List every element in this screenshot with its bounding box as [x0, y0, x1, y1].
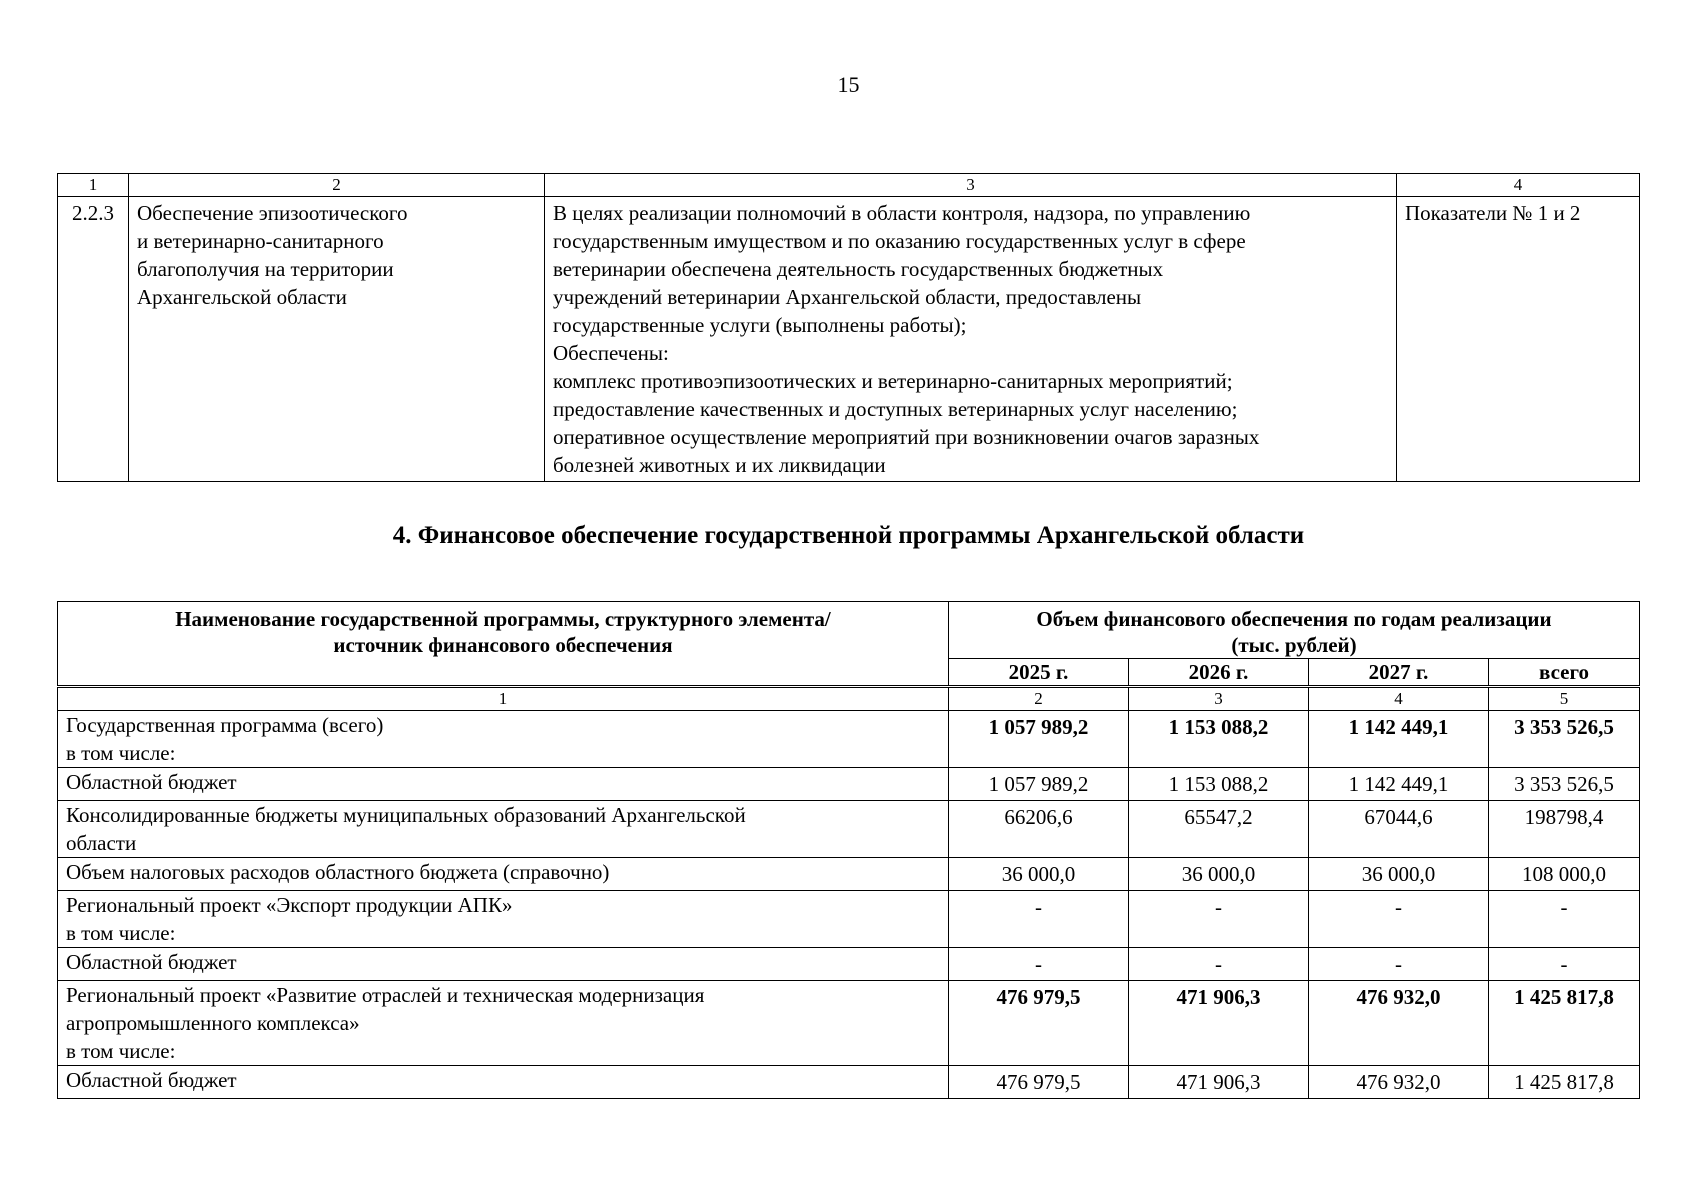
column-number: 5 [1489, 687, 1640, 711]
row-value: 1 057 989,2 [949, 711, 1129, 768]
row-name-line: в том числе: [66, 741, 176, 765]
row-value: 65547,2 [1129, 801, 1309, 858]
row-value: 1 057 989,2 [949, 768, 1129, 801]
row-value: 471 906,3 [1129, 981, 1309, 1066]
row-value: 476 979,5 [949, 1066, 1129, 1099]
row-value: - [1129, 891, 1309, 948]
activity-description [545, 197, 1397, 482]
row-name-line: Консолидированные бюджеты муниципальных образований Архангельской [66, 803, 746, 827]
row-value: 36 000,0 [949, 858, 1129, 891]
year-header: всего [1489, 659, 1640, 687]
finance-header-name-line: Наименование государственной программы, структурного элемента/ [175, 607, 831, 631]
year-header: 2026 г. [1129, 659, 1309, 687]
row-value: 476 932,0 [1309, 981, 1489, 1066]
description-line: Обеспечены: [553, 341, 669, 365]
row-value: 1 425 817,8 [1489, 1066, 1640, 1099]
row-value: 471 906,3 [1129, 1066, 1309, 1099]
activity-code: 2.2.3 [58, 197, 129, 482]
description-line: учреждений ветеринарии Архангельской области, предоставлены [553, 285, 1142, 309]
activities-header-row [58, 174, 1640, 197]
activities-header-cell: 3 [545, 174, 1397, 197]
row-value: 1 142 449,1 [1309, 768, 1489, 801]
table-row [58, 801, 1640, 858]
row-name-line: Объем налоговых расходов областного бюджета (справочно) [66, 860, 610, 884]
row-name [58, 711, 949, 768]
row-name [58, 801, 949, 858]
row-name [58, 1066, 949, 1099]
finance-header-volume [949, 602, 1640, 659]
row-value: - [1309, 891, 1489, 948]
activity-name-line: Обеспечение эпизоотического [137, 201, 408, 225]
row-value: 1 142 449,1 [1309, 711, 1489, 768]
column-numbers-row [58, 687, 1640, 711]
row-value: 67044,6 [1309, 801, 1489, 858]
row-name-line: Областной бюджет [66, 1068, 237, 1092]
row-value: 3 353 526,5 [1489, 768, 1640, 801]
activities-header-cell: 4 [1397, 174, 1640, 197]
description-line: государственным имуществом и по оказанию государственных услуг в сфере [553, 229, 1246, 253]
table-row [58, 948, 1640, 981]
row-name-line: области [66, 831, 137, 855]
activity-name-line: благополучия на территории [137, 257, 394, 281]
row-value: 1 153 088,2 [1129, 711, 1309, 768]
activities-table [57, 173, 1640, 482]
row-name-line: агропромышленного комплекса» [66, 1011, 360, 1035]
row-name [58, 981, 949, 1066]
column-number: 1 [58, 687, 949, 711]
row-name-line: в том числе: [66, 1039, 176, 1063]
description-line: ветеринарии обеспечена деятельность государственных бюджетных [553, 257, 1164, 281]
year-header: 2025 г. [949, 659, 1129, 687]
column-number: 2 [949, 687, 1129, 711]
description-line: государственные услуги (выполнены работы); [553, 313, 967, 337]
finance-body [58, 711, 1640, 1099]
finance-header-name [58, 602, 949, 687]
row-value: 36 000,0 [1129, 858, 1309, 891]
row-name-line: Региональный проект «Развитие отраслей и техническая модернизация [66, 983, 705, 1007]
finance-table [57, 601, 1640, 1099]
row-value: 476 932,0 [1309, 1066, 1489, 1099]
finance-header-volume-line: (тыс. рублей) [1231, 633, 1357, 657]
activities-header-cell: 2 [129, 174, 545, 197]
description-line: предоставление качественных и доступных ветеринарных услуг населению; [553, 397, 1238, 421]
row-value: - [1489, 891, 1640, 948]
table-row [58, 981, 1640, 1066]
row-name [58, 891, 949, 948]
row-name [58, 858, 949, 891]
activity-name-line: Архангельской области [137, 285, 347, 309]
row-value: - [1129, 948, 1309, 981]
row-name-line: Государственная программа (всего) [66, 713, 384, 737]
activity-indicators: Показатели № 1 и 2 [1397, 197, 1640, 482]
activity-name-line: и ветеринарно-санитарного [137, 229, 384, 253]
row-value: 1 153 088,2 [1129, 768, 1309, 801]
row-value: 198798,4 [1489, 801, 1640, 858]
table-row [58, 711, 1640, 768]
row-name [58, 768, 949, 801]
finance-header-volume-line: Объем финансового обеспечения по годам реализации [1036, 607, 1552, 631]
description-line: В целях реализации полномочий в области контроля, надзора, по управлению [553, 201, 1251, 225]
finance-header-name-line: источник финансового обеспечения [333, 633, 673, 657]
finance-header-row [58, 602, 1640, 659]
row-value: 3 353 526,5 [1489, 711, 1640, 768]
description-line: комплекс противоэпизоотических и ветеринарно-санитарных мероприятий; [553, 369, 1233, 393]
year-header: 2027 г. [1309, 659, 1489, 687]
row-value: 1 425 817,8 [1489, 981, 1640, 1066]
row-name-line: в том числе: [66, 921, 176, 945]
table-row [58, 858, 1640, 891]
row-value: - [1489, 948, 1640, 981]
table-row [58, 197, 1640, 482]
row-value: - [949, 891, 1129, 948]
section-title: 4. Финансовое обеспечение государственной программы Архангельской области [392, 522, 1305, 549]
row-name-line: Региональный проект «Экспорт продукции АПК» [66, 893, 513, 917]
description-line: болезней животных и их ликвидации [553, 453, 886, 477]
row-value: 476 979,5 [949, 981, 1129, 1066]
row-value: 108 000,0 [1489, 858, 1640, 891]
table-row [58, 768, 1640, 801]
activities-header-cell: 1 [58, 174, 129, 197]
table-row [58, 891, 1640, 948]
activity-name [129, 197, 545, 482]
row-name [58, 948, 949, 981]
row-value: - [1309, 948, 1489, 981]
table-row [58, 1066, 1640, 1099]
row-value: - [949, 948, 1129, 981]
row-name-line: Областной бюджет [66, 770, 237, 794]
row-value: 36 000,0 [1309, 858, 1489, 891]
column-number: 4 [1309, 687, 1489, 711]
column-number: 3 [1129, 687, 1309, 711]
row-value: 66206,6 [949, 801, 1129, 858]
page-number: 15 [837, 72, 860, 97]
description-line: оперативное осуществление мероприятий при возникновении очагов заразных [553, 425, 1260, 449]
row-name-line: Областной бюджет [66, 950, 237, 974]
